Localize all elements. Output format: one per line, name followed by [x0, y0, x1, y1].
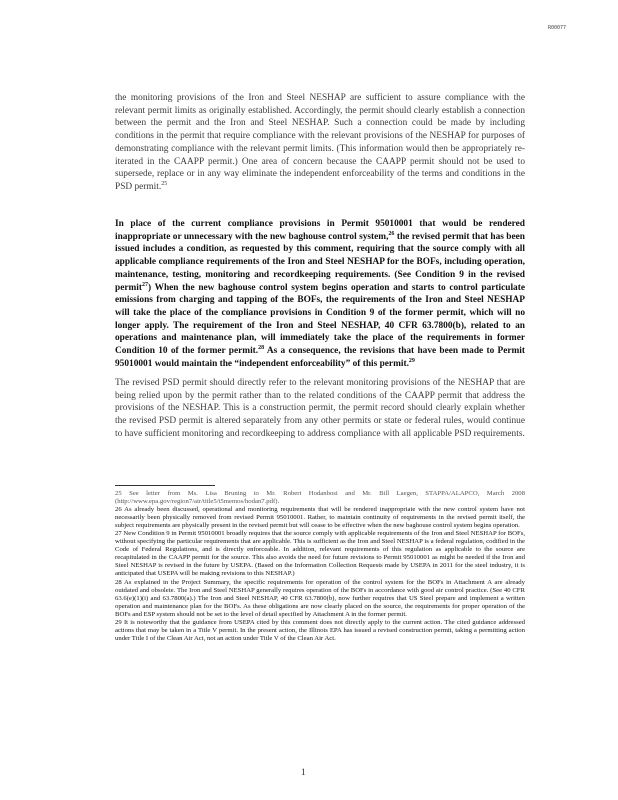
footnote-ref-25: 25 [161, 180, 168, 187]
footnote-26: 26 As already been discussed, operational and monitoring requirements that will be rendered inappropriate with the new control system have not necessarily been physically removed from revised Permit 95010001. Rather, to maintain continuity of requirements in the revised permit itself, the subject requirements are physically present in the revised permit but will cease to be effective when the new baghouse control system begins operation. [115, 506, 525, 530]
footnotes [115, 490, 525, 643]
footnote-29: 29 It is noteworthy that the guidance from USEPA cited by this comment does not directly apply to the current action. The cited guidance addressed actions that may be taken in a Title V permit. In the present action, the Illinois EPA has issued a revised construction permit, taking a permitting action under Title I of the Clean Air Act, not an action under Title V of the Clean Air Act. [115, 618, 525, 642]
paragraph-1-text: the monitoring provisions of the Iron and Steel NESHAP are sufficient to assure compliance with the relevant permit limits as originally established. Accordingly, the permit should clearly establish a connection between the permit and the Iron and Steel NESHAP. Such a connection could be made by including conditions in the permit that require compliance with the relevant provisions of the NESHAP for purposes of demonstrating compliance with the relevant permit limits. (This information would then be appropriately re-iterated in the CAAPP permit.) One area of concern because the CAAPP permit should not be used to supersede, replace or in any way eliminate the independent enforceability of the terms and conditions in the PSD permit. [115, 93, 525, 192]
footnote-27: 27 New Condition 9 in Permit 95010001 broadly requires that the source comply with applicable requirements of the Iron and Steel NESHAP for BOFs, without specifying the particular requirements that are applicable. This is sufficient as the Iron and Steel NESHAP is a federal regulation, codified in the Code of Federal Regulations, and is directly enforceable. In addition, relevant requirements of this regulation as applicable to the source are recapitulated in the CAAPP permit for the source. This also avoids the need for future revisions to Permit 95010001 as might be needed if the Iron and Steel NESHAP is revised in the future by USEPA. (Based on the Information Collection Requests made by USEPA in 2011 for the steel industry, it is anticipated that USEPA will be making revisions to this NESHAP.) [115, 530, 525, 578]
paragraph-2-tail: ) When the new baghouse control system begins operation and starts to control particulate emissions from charging and tapping of the BOFs, the requirements of the Iron and Steel NESHAP will take the place of the compliance provisions in Condition 9 of the former permit, which will no longer apply. The requirement of the Iron and Steel NESHAP, 40 CFR 63.7800(b), related to an operations and maintenance plan, will immediately take the place of the requirements in former Condition 10 of the former permit. [115, 282, 525, 357]
paragraph-1 [115, 92, 525, 194]
footnote-ref-28: 28 [258, 344, 265, 351]
page-stamp: R00077 [547, 25, 566, 31]
footnote-ref-26: 26 [388, 230, 395, 237]
paragraph-2-text: In place of the current compliance provisions in Permit 95010001 that would be rendered inappropriate or unnecessary with the new baghouse control system, [115, 219, 525, 242]
paragraph-3 [115, 377, 525, 441]
paragraph-2 [115, 218, 525, 370]
paragraph-3-text: The revised PSD permit should directly refer to the relevant monitoring provisions of the NESHAP that are being relied upon by the permit rather than to the related conditions of the CAAPP permit that address the provisions of the NESHAP. This is a construction permit, the permit record should clearly explain whether the revised PSD permit is altered separately from any other permits or state or federal rules, would continue to have sufficient monitoring and recordkeeping to address compliance with all applicable PSD requirements. [115, 378, 525, 439]
page-number: 1 [301, 767, 306, 777]
footnote-28: 28 As explained in the Project Summary, the specific requirements for operation of the control system for the BOFs in Attachment A are already outdated and obsolete. The Iron and Steel NESHAP generally requires operation of the BOFs in accordance with good air control practice. (See 40 CFR 63.6(e)(1)(i) and 63.7800(a).) The Iron and Steel NESHAP, 40 CFR 63.7800(b), now further requires that US Steel prepare and implement a written operation and maintenance plan for the BOFs. As these obligations are now clearly placed on the source, the requirements for proper operation of the BOFs and ESP system should not be set to the level of detail specified by Attachment A in the former permit. [115, 578, 525, 618]
footnote-25: 25 See letter from Ms. Lisa Bruning to Mr. Robert Hodanbosi and Mr. Bill Laegen, STAPPA/ALAPCO, March 2008 (http://www.epa.gov/region7/air/title5/t5memos/hodan7.pdf). [115, 490, 525, 506]
paragraph-2-mid: the revised permit that has been issued includes a condition, as requested by this comment, requiring that the source comply with all applicable compliance requirements of the Iron and Steel NESHAP for the BOFs, including operation, maintenance, testing, monitoring and recordkeeping requirements. (See Condition 9 in the revised permit [115, 231, 525, 293]
footnote-ref-29: 29 [408, 357, 415, 364]
paragraph-2-end: As a consequence, the revisions that have been made to Permit 95010001 would maintain the “independent enforceability” of this permit. [115, 346, 526, 369]
footnote-divider [115, 485, 215, 486]
footnote-ref-27: 27 [141, 281, 148, 288]
